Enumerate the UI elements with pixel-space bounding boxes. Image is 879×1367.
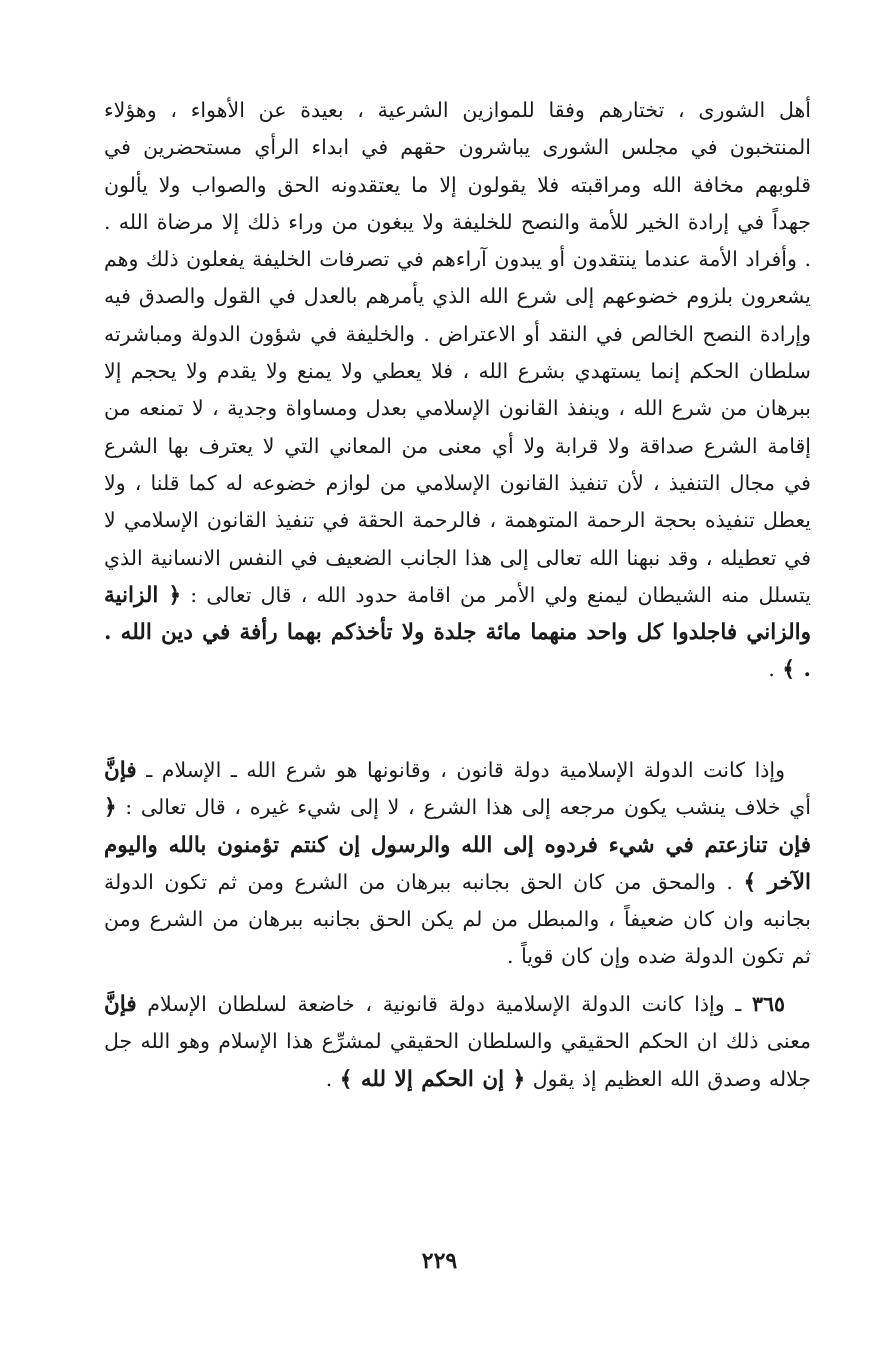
quran-quote-2: ﴿ فإن تنازعتم في شيء فردوه إلى الله والرسول إن كنتم تؤمنون بالله واليوم الآخر ﴾ (104, 795, 811, 895)
quran-quote-1: ﴿ الزانية والزاني فاجلدوا كل واحد منهما مائة جلدة ولا تأخذكم بهما رأفة في دين الله . . ﴾ (104, 582, 811, 683)
paragraph-3-emphasis: فإنَّ (104, 992, 137, 1017)
paragraph-2-emphasis: فإنَّ (104, 758, 137, 783)
paragraph-3-text-b: معنى ذلك ان الحكم الحقيقي والسلطان الحقيقي لمشرِّع هذا الإسلام وهو الله جل جلاله وصدق الله العظيم إذ يقول (104, 1029, 811, 1091)
paragraph-1-body (104, 92, 811, 689)
paragraph-2-text: وإذا كانت الدولة الإسلامية دولة قانون ، وقانونها هو شرع الله ـ الإسلام ـ (136, 758, 785, 782)
quran-quote-3: ﴿ إن الحكم إلا لله ﴾ (339, 1066, 526, 1092)
paragraph-3 (104, 986, 811, 1098)
paragraph-2-text-b: أي خلاف ينشب يكون مرجعه إلى هذا الشرع ، لا إلى شيء غيره ، قال تعالى : (116, 795, 811, 820)
paragraph-3-text: ـ وإذا كانت الدولة الإسلامية دولة قانونية ، خاضعة لسلطان الإسلام (136, 992, 752, 1016)
paragraph-1-end: . (768, 657, 783, 682)
paragraph-1 (104, 92, 811, 689)
paragraph-2 (104, 752, 811, 976)
paragraph-2-text-c: . والمحق من كان الحق بجانبه ببرهان من الشرع ومن ثم تكون الدولة بجانبه وان كان ضعيفاً ، والمبطل من لم يكن الحق بجانبه ببرهان من الشرع ومن ثم تكون الدولة ضده وإن كان قوياً . (104, 869, 811, 969)
section-number: ٣٦٥ (751, 992, 785, 1016)
paragraph-3-end: . (325, 1066, 340, 1091)
paragraph-2-body (104, 752, 811, 976)
paragraph-3-body (104, 986, 811, 1098)
page-number: ٢٢٩ (421, 1248, 458, 1274)
paragraph-1-text: أهل الشورى ، تختارهم وفقا للموازين الشرعية ، بعيدة عن الأهواء ، وهؤلاء المنتخبون في مجلس الشورى يباشرون حقهم في ابداء الرأي مستحضرين في قلوبهم مخافة الله ومراقبته فلا يقولون إلا ما يعتقدونه الحق والصواب ولا يألون جهداً في إرادة الخير للأمة والنصح للخليفة ولا يبغون من وراء ذلك إلا مرضاة الله . . وأفراد الأمة عندما ينتقدون أو يبدون آراءهم في تصرفات الخليفة يفعلون ذلك وهم يشعرون بلزوم خضوعهم إلى شرع الله الذي يأمرهم بالعدل في القول والصدق فيه وإرادة النصح الخالص في النقد أو الاعتراض . والخليفة في شؤون الدولة ومباشرته سلطان الحكم إنما يستهدي بشرع الله ، فلا يعطي ولا يمنع ولا يقدم ولا يحجم إلا ببرهان من شرع الله ، وينفذ القانون الإسلامي بعدل ومساواة وجدية ، لا تمنعه من إقامة الشرع صداقة ولا قرابة ولا أي معنى من المعاني التي لا يعترف بها الشرع في مجال التنفيذ ، لأن تنفيذ القانون الإسلامي من لوازم خضوعه له كما قلنا ، ولا يعطل تنفيذه بحجة الرحمة المتوهمة ، فالرحمة الحقة في تنفيذ القانون الإسلامي لا في تعطيله ، وقد نبهنا الله تعالى إلى هذا الجانب الضعيف في النفس الانسانية الذي يتسلل منه الشيطان ليمنع ولي الأمر من اقامة حدود الله ، قال تعالى : (104, 98, 811, 607)
